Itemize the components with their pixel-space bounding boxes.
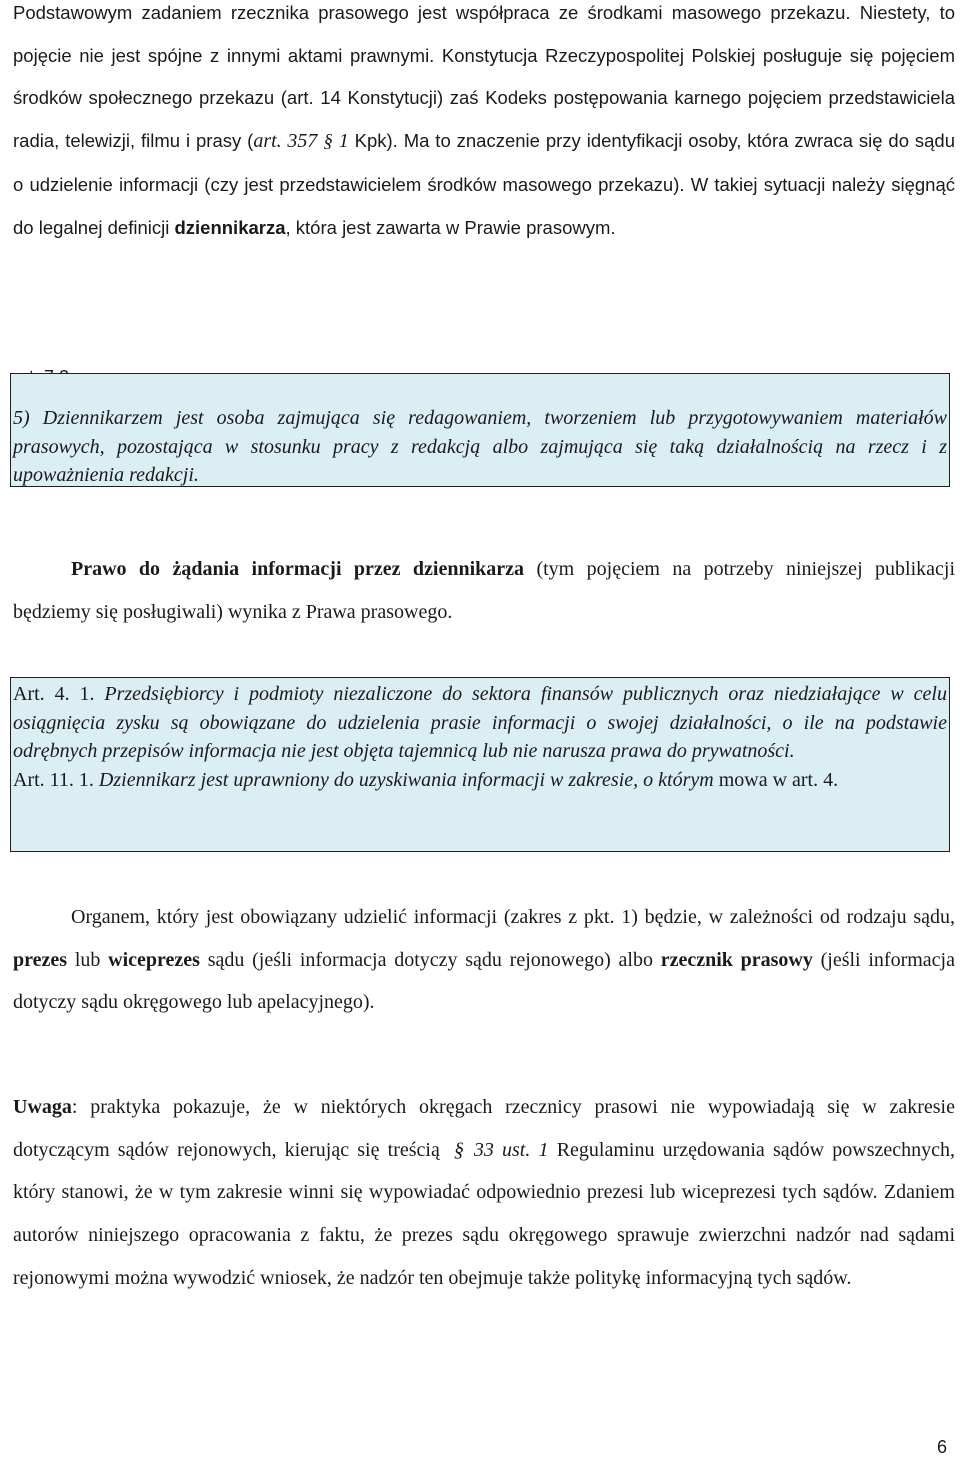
note-text-1: : praktyka pokazuje, że w niektórych okręgach rzecznicy prasowi nie wypowiadają się w zakresie dotyczącym sądów rejonowych, kierując się treścią — [13, 1096, 955, 1161]
article-11-label: Art. 11. 1. — [13, 768, 94, 791]
organ-bold-president: prezes — [13, 948, 68, 971]
intro-text-5: , która jest zawarta w Prawie prasowym. — [285, 216, 616, 238]
intro-text-2: Konstytucji) zaś Kodeks postępowania karnego pojęciem przedstawiciela radia, telewizji, filmu i prasy ( — [13, 87, 955, 152]
right-to-information-text: (tym pojęciem na potrzeby niniejszej publikacji będziemy się posługiwali) wynika z Prawa prasowego. — [13, 558, 956, 623]
article-4-text: Przedsiębiorcy i podmioty niezaliczone do sektora finansów publicznych oraz niedziałające w celu osiągnięcia zysku są obowiązane do udzielenia prasie informacji o swojej działalności, o ile na podstawie odrębnych przepisów informacja nie jest objęta tajemnicą lub nie narusza prawa do prywatności. — [13, 683, 947, 762]
organ-text-2: lub — [67, 948, 109, 971]
organ-text-1: Organem, który jest obowiązany udzielić informacji (zakres z pkt. 1) będzie, w zależności od rodzaju sądu, — [71, 906, 955, 928]
organ-bold-vice-president: wiceprezes — [108, 948, 200, 971]
note-section-symbol: § — [453, 1138, 464, 1161]
note-text-2: Regulaminu urzędowania sądów powszechnych, który stanowi, że w tym zakresie winni się wypowiadać odpowiednio prezesi lub wiceprezesi tych sądów. Zdaniem autorów niniejszego opracowania z faktu, że prezes sądu okręgowego sprawuje zwierzchni nadzór nad sądami rejonowymi można wywodzić wniosek, że nadzór ten obejmuje także politykę informacyjną tych sądów. — [13, 1138, 955, 1289]
paragraph-right-to-information — [13, 548, 955, 633]
quote-box-definition — [10, 373, 950, 487]
quote-box-articles — [10, 677, 950, 852]
article-11-text: Dziennikarz jest uprawniony do uzyskiwania informacji w zakresie, o którym — [93, 768, 714, 791]
page-number: 6 — [936, 1437, 947, 1457]
article-4-paragraph — [13, 680, 947, 766]
right-to-information-bold: Prawo do żądania informacji przez dziennikarza — [71, 558, 525, 580]
article-4-label: Art. 4. 1. — [13, 683, 95, 705]
article-11-tail: mowa w art. 4. — [718, 768, 839, 791]
art-ref-constitution: art. 14 — [286, 87, 341, 109]
intro-text-1: Podstawowym zadaniem rzecznika prasowego jest współpraca ze środkami masowego przekazu. Niestety, to pojęcie nie jest spójne z innymi aktami prawnymi. Konstytucja Rzeczypospolitej Polskiej posługuje się pojęciem środków społecznego przekazu ( — [13, 2, 955, 109]
note-bold-label: Uwaga — [13, 1096, 72, 1118]
note-ref: 33 ust. 1 — [473, 1138, 549, 1161]
section-symbol: § — [323, 132, 333, 153]
art-ref-kpk-para: 1 — [338, 130, 349, 153]
intro-text-4: W takiej sytuacji należy sięgnąć do legalnej definicji — [13, 173, 956, 238]
paragraph-note — [13, 1086, 955, 1300]
definition-text: 5) Dziennikarzem jest osoba zajmująca się redagowaniem, tworzeniem lub przygotowywaniem materiałów prasowych, pozostająca w stosunku pracy z redakcją albo zajmująca się taką działalnością na rzecz i z upoważnienia redakcji. — [13, 407, 947, 486]
organ-bold-spokesperson: rzecznik prasowy — [660, 948, 813, 971]
intro-bold-journalist: dziennikarza — [174, 216, 286, 238]
intro-text-3: Kpk). Ma to znaczenie przy identyfikacji osoby, która zwraca się do sądu o udzielenie informacji (czy jest przedstawicielem środków masowego przekazu). — [13, 130, 956, 195]
paragraph-organ — [13, 896, 955, 1024]
organ-text-3: sądu (jeśli informacja dotyczy sądu rejonowego) albo — [199, 948, 661, 971]
paragraph-intro — [13, 0, 955, 249]
organ-text-4: (jeśli informacja dotyczy sądu okręgowego lub apelacyjnego). — [13, 948, 955, 1014]
art-ref-kpk: art. 357 — [253, 130, 318, 153]
article-11-paragraph — [13, 766, 947, 795]
